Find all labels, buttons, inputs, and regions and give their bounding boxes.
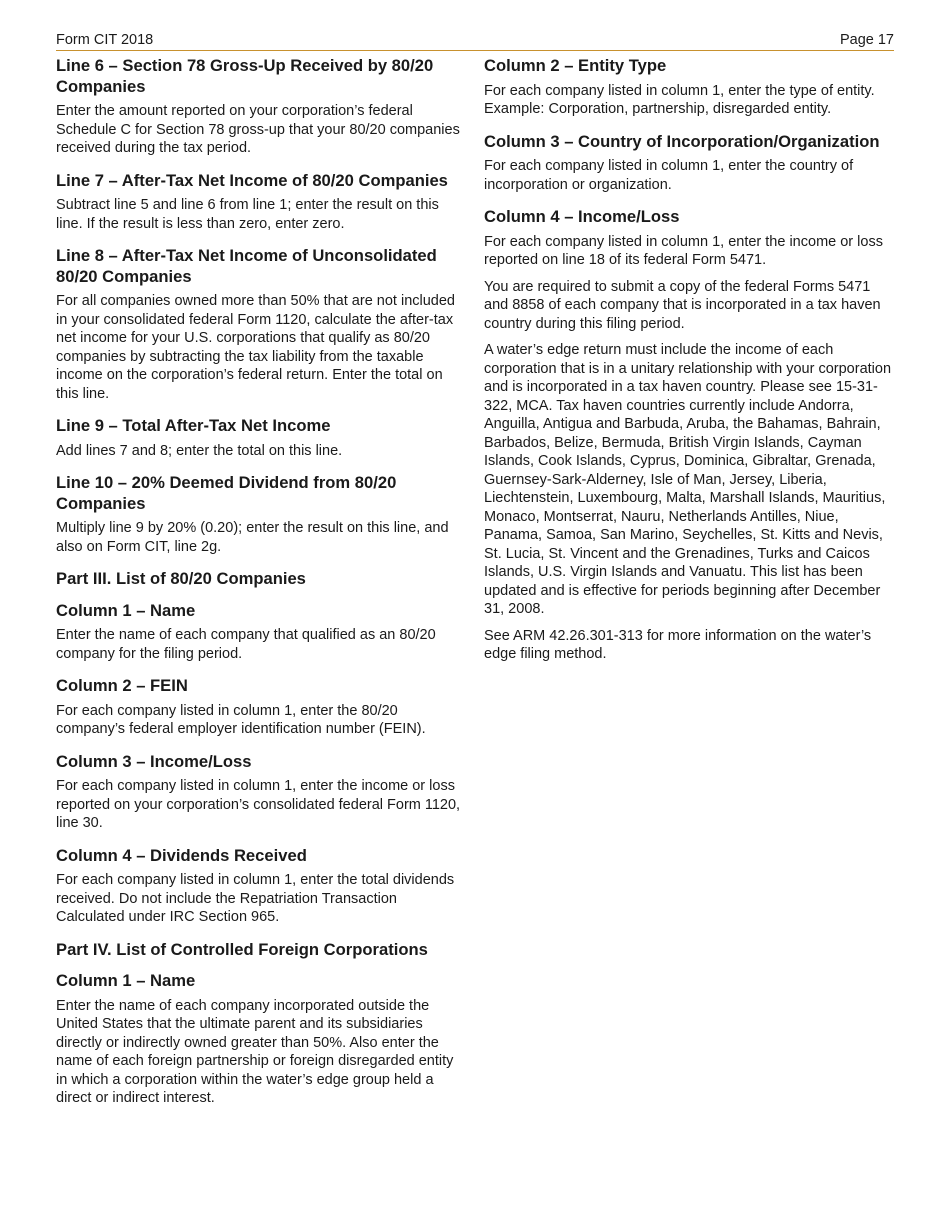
section-paragraph: Multiply line 9 by 20% (0.20); enter the result on this line, and also on Form CIT, line 2g.	[56, 520, 449, 555]
section-line-8-after-tax-net-income-of-unconsolidated-80-20-companies	[56, 246, 468, 403]
section-column-3-country-of-incorporation-organization	[484, 132, 898, 195]
section-paragraph: Enter the amount reported on your corporation’s federal Schedule C for Section 78 gross-up that your 80/20 companies received during the tax period.	[56, 103, 460, 156]
section-paragraph: For each company listed in column 1, enter the total dividends received. Do not include the Repatriation Transaction Calculated under IRC Section 965.	[56, 872, 455, 925]
section-paragraph: For each company listed in column 1, enter the 80/20 company’s federal employer identification number (FEIN).	[56, 702, 426, 737]
section-paragraph: For each company listed in column 1, enter the country of incorporation or organization.	[484, 158, 854, 193]
section-heading: Line 7 – After-Tax Net Income of 80/20 Companies	[56, 170, 448, 190]
section-paragraph: Enter the name of each company incorporated outside the United States that the ultimate parent and its subsidiaries directly or indirectly owned greater than 50%. Also enter the name of each foreign partnership or foreign disregarded entity in which a corporation within the water’s edge group held a direct or indirect interest.	[56, 997, 454, 1106]
section-paragraph: Enter the name of each company that qualified as an 80/20 company for the filing period.	[56, 627, 436, 662]
section-heading: Line 9 – Total After-Tax Net Income	[56, 416, 331, 435]
section-heading: Column 3 – Country of Incorporation/Organization	[484, 131, 880, 151]
section-heading: Column 3 – Income/Loss	[56, 751, 252, 771]
section-column-3-income-loss	[56, 752, 468, 833]
section-column-1-name	[56, 601, 468, 664]
section-column-1-name	[56, 971, 468, 1108]
section-line-6-section-78-gross-up-received-by-80-20-companies	[56, 56, 468, 158]
section-column-2-fein	[56, 676, 468, 739]
section-column-2-entity-type	[484, 56, 898, 119]
section-heading: Column 1 – Name	[56, 971, 196, 990]
section-line-9-total-after-tax-net-income	[56, 416, 468, 460]
section-paragraph: For each company listed in column 1, enter the income or loss reported on line 18 of its federal Form 5471.	[484, 233, 883, 268]
section-heading: Line 6 – Section 78 Gross-Up Received by 80/20 Companies	[56, 56, 434, 96]
section-part-iv-list-of-controlled-foreign-corporations	[56, 940, 468, 961]
section-line-7-after-tax-net-income-of-80-20-companies	[56, 171, 468, 234]
section-heading: Line 8 – After-Tax Net Income of Unconsolidated 80/20 Companies	[56, 246, 437, 286]
section-paragraph: For each company listed in column 1, enter the type of entity. Example: Corporation, partnership, disregarded entity.	[484, 82, 875, 117]
section-paragraph: For each company listed in column 1, enter the income or loss reported on your corporation’s consolidated federal Form 1120, line 30.	[56, 778, 461, 831]
section-column-4-income-loss	[484, 207, 898, 664]
section-paragraph: Subtract line 5 and line 6 from line 1; enter the result on this line. If the result is less than zero, enter zero.	[56, 197, 439, 232]
section-heading: Column 1 – Name	[56, 600, 196, 620]
section-paragraph: You are required to submit a copy of the federal Forms 5471 and 8858 of each company that is incorporated in a tax haven country during this filing period.	[484, 278, 881, 332]
section-paragraph: For all companies owned more than 50% that are not included in your consolidated federal Form 1120, calculate the after-tax net income for your U.S. corporations that qualify as 80/20 companies by subtracting the tax liability from the taxable income on the corporation’s federal return. Enter the total on this line.	[56, 293, 455, 402]
section-paragraph: A water’s edge return must include the income of each corporation that is in a unitary relationship with your corporation and is incorporated in a tax haven country. Please see 15-31-322, MCA. Tax haven countries currently include Andorra, Anguilla, Antigua and Barbuda, Aruba, the Bahamas, Bahrain, Barbados, Belize, Bermuda, British Virgin Islands, Cayman Islands, Cook Islands, Cyprus, Dominica, Gibraltar, Grenada, Guernsey-Sark-Alderney, Isle of Man, Jersey, Liberia, Liechtenstein, Luxembourg, Malta, Marshall Islands, Mauritius, Monaco, Montserrat, Nauru, Netherlands Antilles, Niue, Panama, Samoa, San Marino, Seychelles, St. Kitts and Nevis, St. Lucia, St. Vincent and the Grenadines, Turks and Caicos Islands, U.S. Virgin Islands and Vanuatu. This list has been updated and is effective for periods beginning after December 31, 2008.	[484, 342, 892, 617]
section-heading: Column 2 – Entity Type	[484, 56, 667, 75]
section-heading: Line 10 – 20% Deemed Dividend from 80/20 Companies	[56, 473, 397, 513]
section-heading: Column 2 – FEIN	[56, 676, 188, 695]
left-column	[56, 56, 468, 1121]
section-heading: Column 4 – Income/Loss	[484, 207, 680, 226]
section-heading: Part III. List of 80/20 Companies	[56, 569, 306, 588]
section-heading: Part IV. List of Controlled Foreign Corporations	[56, 939, 428, 959]
right-column	[484, 56, 898, 677]
section-part-iii-list-of-80-20-companies	[56, 569, 468, 590]
page-number: Page 17	[839, 32, 894, 48]
page-header	[56, 31, 894, 51]
section-line-10-20-deemed-dividend-from-80-20-companies	[56, 473, 468, 556]
section-column-4-dividends-received	[56, 846, 468, 927]
section-heading: Column 4 – Dividends Received	[56, 845, 307, 865]
section-paragraph: See ARM 42.26.301-313 for more information on the water’s edge filing method.	[484, 627, 872, 662]
section-paragraph: Add lines 7 and 8; enter the total on this line.	[56, 442, 343, 459]
form-label: Form CIT 2018	[56, 32, 154, 48]
